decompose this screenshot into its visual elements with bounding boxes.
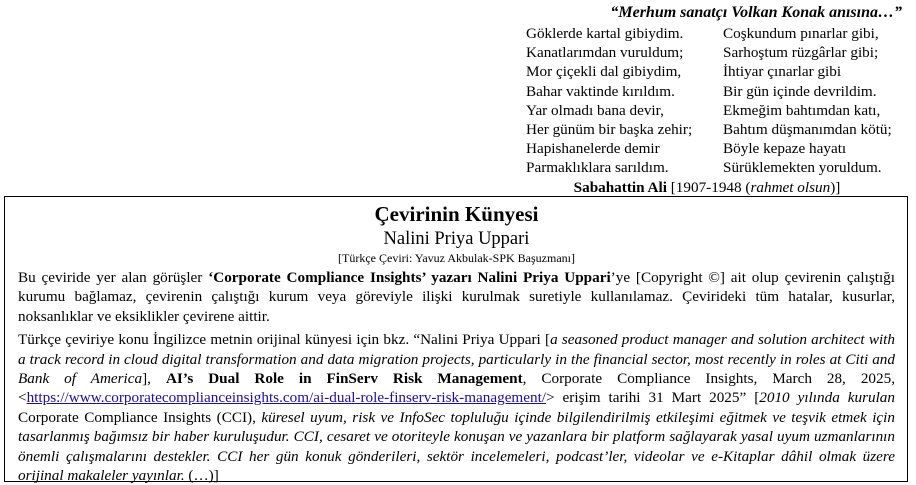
poem-author: Sabahattin Ali xyxy=(573,178,667,196)
poem xyxy=(526,24,892,197)
poem-line: Bahar vaktinde kırıldım. xyxy=(526,82,675,100)
poem-author-note: rahmet olsun xyxy=(750,178,831,196)
article-title: AI’s Dual Role in FinServ Risk Management xyxy=(165,370,523,388)
credits-author-name: Nalini Priya Uppari xyxy=(383,229,530,249)
copyright-paragraph xyxy=(18,268,895,326)
poem-line: Mor çiçekli dal gibiydim, xyxy=(526,63,682,81)
text-segment: Bu çeviride yer alan görüşler xyxy=(18,269,209,286)
poem-line: Kanatlarımdan vuruldum; xyxy=(526,44,684,62)
poem-closing: )] xyxy=(830,178,841,196)
poem-line: Coşkundum pınarlar gibi, xyxy=(723,25,879,42)
poem-columns xyxy=(526,24,892,178)
text-segment: ’ye [Copyright ©] ait olup çevirenin çalıştığı kurumu bağlamaz, çevirenin çalıştığı kurum veya göreviyle ilişki kurulmak suretiyle kullanılamaz. Çevirideki tüm hatalar, kusurlar, noksanlıklar ve eksiklikler çevirene aittir. xyxy=(18,269,895,325)
text-segment: ], xyxy=(142,370,166,388)
poem-line: Bir gün içinde devrildim. xyxy=(723,82,877,100)
credits-title: Çevirinin Künyesi xyxy=(374,202,539,226)
poem-right-column xyxy=(723,24,892,178)
poem-line: Yar olmadı bana devir, xyxy=(526,101,664,119)
poem-attribution xyxy=(526,178,888,197)
poem-left-column xyxy=(526,24,723,178)
italic-segment: küresel uyum, risk ve InfoSec topluluğu içinde bilgilendirilmiş etkileşimi eğitmek ve teşvik etmek için tasarlanmış bağımsız bir haber kuruluşudur. CCI, cesaret ve otoriteyle konuşan ve yazanlara bir platform sağlayarak yasal uyum uzmanlarının önemli çalışmalarını destekler. CCI her gün konuk gönderileri, sektör incelemeleri, podcast’ler, videolar ve e-Kitaplar dâhil olmak üzere orijinal makaleler yayınlar. xyxy=(18,408,895,485)
poem-line: Böyle kepaze hayatı xyxy=(723,140,847,158)
poem-line: Parmaklıklara sarıldım. xyxy=(526,159,669,177)
poem-years: [1907-1948 ( xyxy=(666,178,751,196)
text-segment: > erişim tarihi 31 Mart 2025” [ xyxy=(546,389,760,407)
poem-line: İhtiyar çınarlar gibi xyxy=(723,63,842,81)
poem-line: Bahtım düşmanımdan kötü; xyxy=(723,121,892,139)
poem-line: Her günüm bir başka zehir; xyxy=(526,121,693,139)
italic-segment: a seasoned product manager and solution architect with a track record in cloud digital transformation and data migration projects, particularly in the financial sector, most recently in roles at Citi and Bank of America xyxy=(18,331,895,388)
source-link[interactable]: https://www.corporatecomplianceinsights.com/ai-dual-role-finserv-risk-management/ xyxy=(26,389,547,407)
credits-box xyxy=(4,196,908,485)
text-segment: (…)] xyxy=(184,467,219,485)
poem-line: Sürüklemekten yoruldum. xyxy=(723,159,882,177)
italic-segment: 2010 yılında kurulan xyxy=(759,389,895,407)
translator-credit: [Türkçe Çeviri: Yavuz Akbulak-SPK Başuzmanı] xyxy=(338,251,575,265)
poem-line: Sarhoştum rüzgârlar gibi; xyxy=(723,44,879,62)
text-segment: , Corporate Compliance Insights, March 28, 2025, < xyxy=(18,370,895,407)
text-segment: Corporate Compliance Insights (CCI), xyxy=(18,408,262,426)
text-segment: Türkçe çeviriye konu İngilizce metnin orijinal künyesi için bkz. “Nalini Priya Uppari [ xyxy=(18,331,551,349)
poem-line: Ekmeğim bahtımdan katı, xyxy=(723,101,881,119)
poem-line: Hapishanelerde demir xyxy=(526,140,660,158)
bold-segment: ‘Corporate Compliance Insights’ yazarı Nalini Priya Uppari xyxy=(208,269,611,286)
poem-title: “Merhum sanatçı Volkan Konak anısına…” xyxy=(610,4,902,21)
source-paragraph xyxy=(18,330,895,485)
poem-line: Göklerde kartal gibiydim. xyxy=(526,25,684,42)
